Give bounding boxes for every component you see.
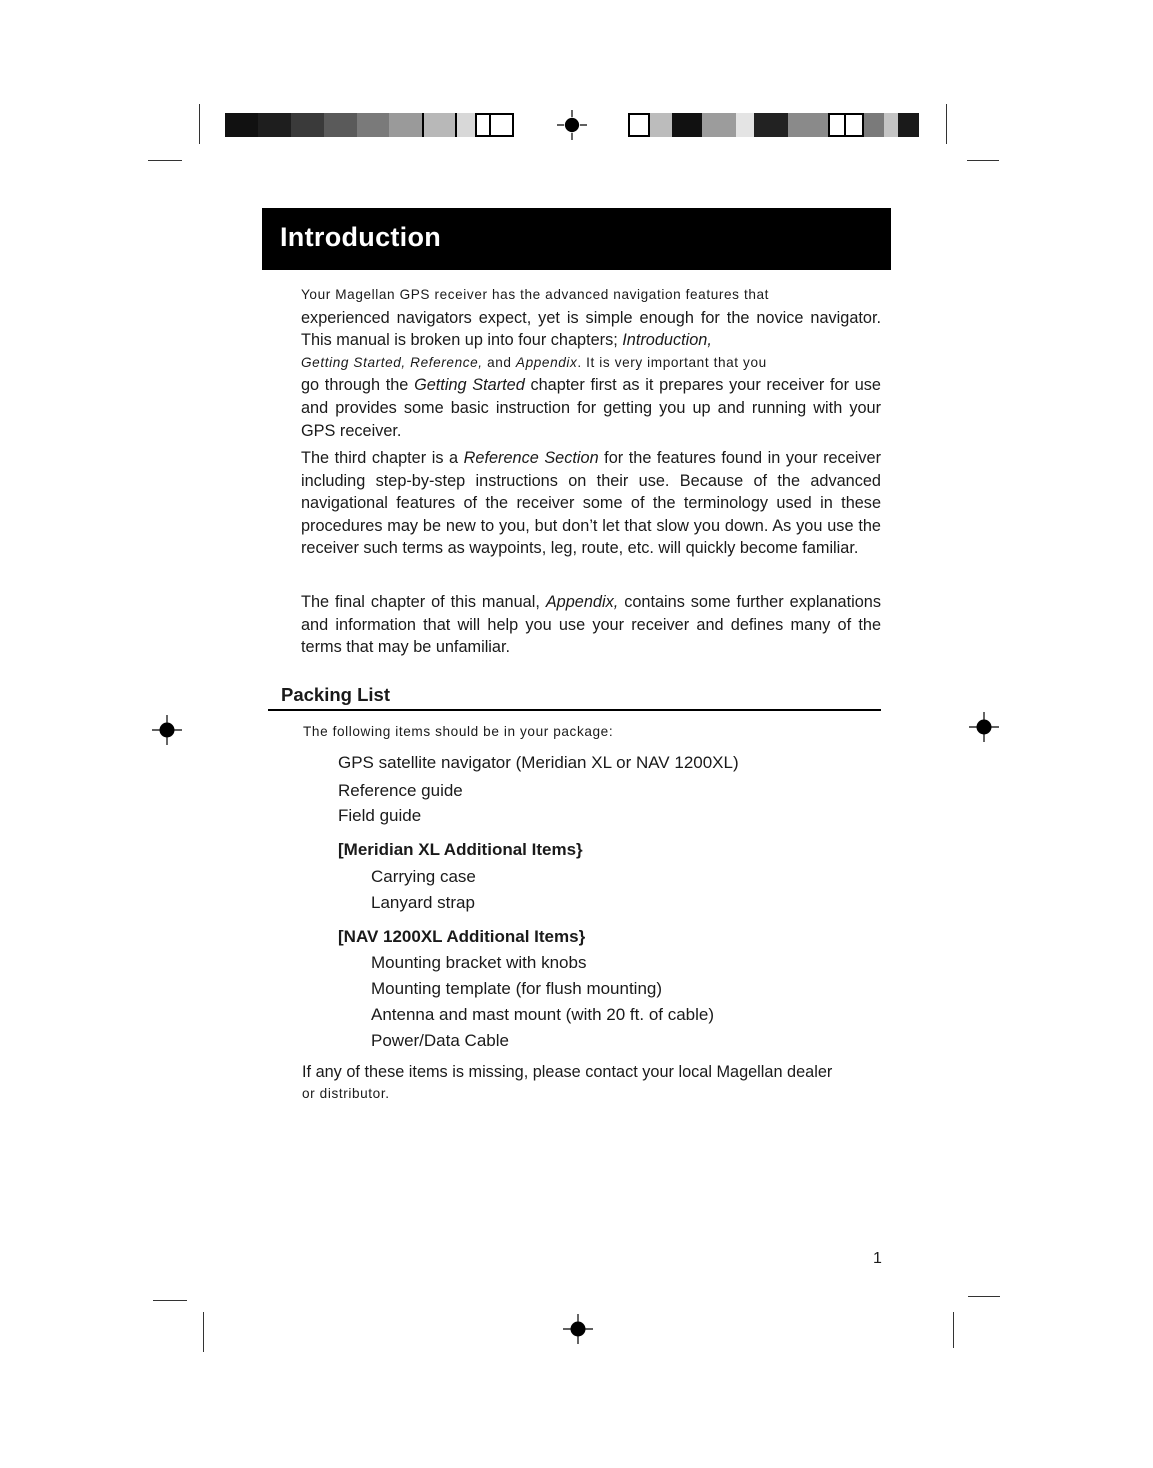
chapter-name: Getting Started bbox=[414, 376, 525, 395]
text-block bbox=[301, 591, 881, 659]
text-block bbox=[301, 309, 881, 350]
section-rule bbox=[268, 709, 881, 711]
text-line bbox=[301, 284, 881, 307]
crop-mark bbox=[153, 1300, 187, 1301]
group-heading-meridian: [Meridian XL Additional Items} bbox=[338, 840, 583, 859]
list-item: Power/Data Cable bbox=[371, 1031, 509, 1050]
text-run: go through the bbox=[301, 376, 415, 395]
list-item: Mounting template (for flush mounting) bbox=[371, 979, 663, 998]
page-number: 1 bbox=[873, 1250, 882, 1267]
text-run: chapter first as it prepares your receiver for use and provides some basic instruction for getting you up and running with your GPS receiver. bbox=[301, 376, 881, 440]
color-bar-right bbox=[628, 113, 919, 137]
text-block bbox=[301, 374, 881, 442]
list-item: GPS satellite navigator (Meridian XL or NAV 1200XL) bbox=[338, 753, 739, 772]
list-item: Mounting bracket with knobs bbox=[371, 953, 587, 972]
text-run: for the features found in your receiver including step-by-step instructions on their use. Because of the advanced navigational features of the receiver some of the terminology used in these procedures may be new to you, but don’t let that slow you down. As you use the receiver such terms as waypoints, leg, route, etc. will quickly become familiar. bbox=[301, 449, 881, 558]
chapter-title-block bbox=[262, 208, 891, 270]
text-run: contains some further explanations and information that will help you use your receiver and defines many of the terms that may be unfamiliar. bbox=[301, 593, 881, 657]
text-run: experienced navigators expect, yet is simple enough for the novice navigator. This manual is broken up into four chapters; bbox=[301, 308, 881, 350]
text-run: The final chapter of this manual, bbox=[301, 593, 546, 611]
crop-mark bbox=[199, 104, 200, 144]
packing-intro: The following items should be in your package: bbox=[303, 724, 614, 739]
chapter-name: Appendix bbox=[515, 354, 578, 370]
text-block bbox=[301, 447, 881, 560]
registration-mark-icon bbox=[152, 715, 182, 745]
list-item: Field guide bbox=[338, 806, 422, 825]
crop-mark bbox=[148, 160, 182, 161]
color-bar-left bbox=[225, 113, 514, 137]
text-run: The third chapter is a bbox=[301, 449, 464, 467]
chapter-name: Getting Started, Reference, bbox=[301, 354, 483, 370]
page-title: Introduction bbox=[280, 222, 442, 252]
crop-mark bbox=[946, 104, 947, 144]
text-run: If any of these items is missing, please contact your local Magellan dealer bbox=[302, 1063, 833, 1081]
group-heading-nav: [NAV 1200XL Additional Items} bbox=[338, 927, 586, 946]
list-item: Lanyard strap bbox=[371, 893, 475, 912]
text-run: Your Magellan GPS receiver has the advanced navigation features that bbox=[301, 287, 770, 302]
text-run: . It is very important that you bbox=[577, 354, 767, 370]
chapter-name: Introduction, bbox=[622, 331, 712, 350]
intro-paragraph-3 bbox=[301, 591, 881, 659]
list-item: Reference guide bbox=[338, 781, 463, 800]
crop-mark bbox=[968, 1296, 1000, 1297]
text-line bbox=[301, 352, 881, 375]
section-heading-packing-list: Packing List bbox=[281, 684, 390, 705]
intro-paragraph-2 bbox=[301, 447, 881, 560]
intro-paragraph-1 bbox=[301, 284, 881, 442]
list-item: Antenna and mast mount (with 20 ft. of cable) bbox=[371, 1005, 715, 1024]
registration-mark-icon bbox=[563, 1314, 593, 1344]
crop-mark bbox=[203, 1312, 204, 1352]
closing-paragraph bbox=[302, 1061, 882, 1105]
registration-mark-icon bbox=[557, 110, 587, 140]
registration-mark-icon bbox=[969, 712, 999, 742]
section-name: Reference Section bbox=[463, 449, 599, 467]
text-run: or distributor. bbox=[302, 1086, 390, 1101]
text-run: and bbox=[482, 354, 516, 370]
crop-mark bbox=[953, 1312, 954, 1348]
crop-mark bbox=[967, 160, 999, 161]
list-item: Carrying case bbox=[371, 867, 476, 886]
chapter-name: Appendix, bbox=[545, 593, 619, 611]
